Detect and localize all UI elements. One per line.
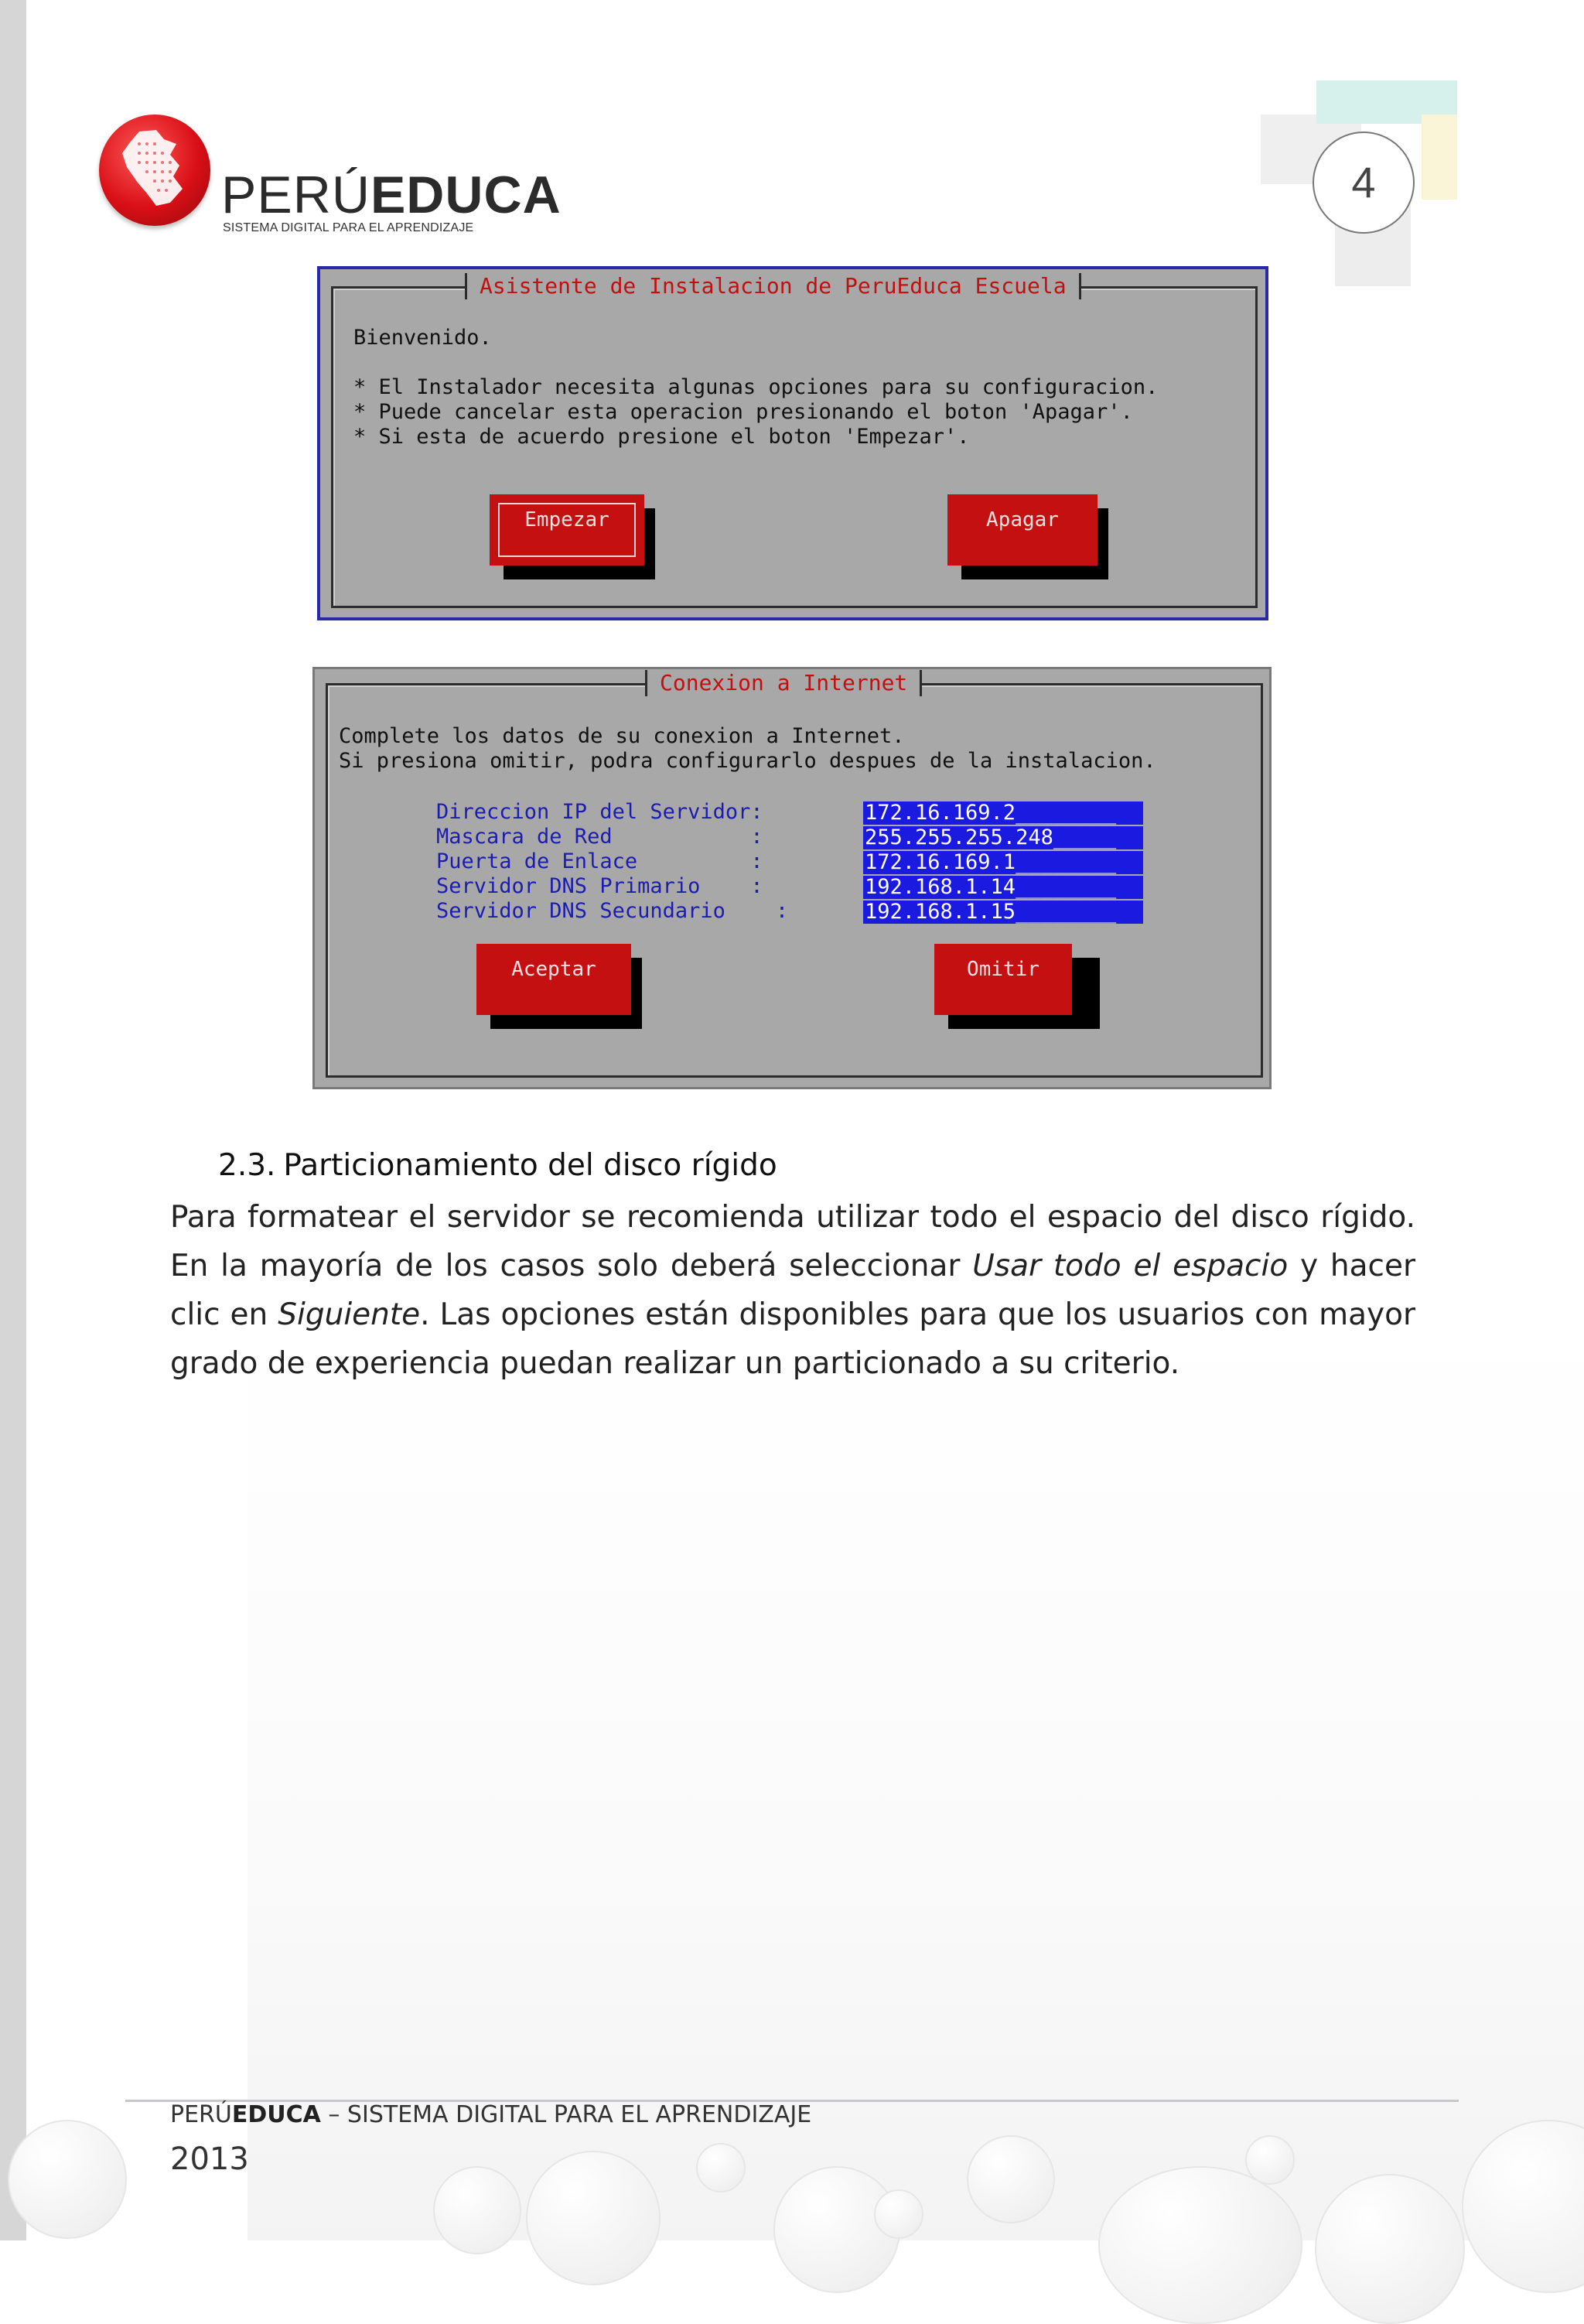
installer-welcome-dialog xyxy=(317,266,1268,620)
field-label-gateway: Puerta de Enlace : xyxy=(436,849,763,873)
dialog-title: Conexion a Internet xyxy=(645,670,922,696)
dialog-line: * El Instalador necesita algunas opciones para su configuracion. xyxy=(353,375,1159,399)
paragraph-emphasis: Siguiente xyxy=(278,1297,421,1332)
decor-square xyxy=(1422,114,1457,200)
logo-wordmark xyxy=(221,166,562,224)
accept-button-label: Aceptar xyxy=(485,952,623,1006)
section-title-text: Particionamiento del disco rígido xyxy=(283,1148,777,1183)
decor-bubble xyxy=(8,2120,127,2239)
paragraph-text: y hacer clic en xyxy=(170,1249,1415,1332)
dialog-line: * Si esta de acuerdo presione el boton 'Empezar'. xyxy=(353,425,970,449)
section-heading xyxy=(218,1148,777,1183)
logo-wordmark-bold: EDUCA xyxy=(370,166,562,224)
dialog-frame xyxy=(331,273,1258,608)
decor-bubble xyxy=(874,2189,923,2239)
decor-bubble xyxy=(696,2143,746,2192)
dialog-title: Asistente de Instalacion de PeruEduca Escuela xyxy=(465,273,1081,299)
shutdown-button-label: Apagar xyxy=(956,503,1089,557)
netmask-input[interactable]: 255.255.255.248_____ xyxy=(863,826,1143,849)
paragraph-text: Para formatear el servidor se recomienda utilizar todo el espacio del disco rígido. En la mayoría de los casos solo deberá seleccionar xyxy=(170,1200,1415,1283)
footer-brand-bold: EDUCA xyxy=(231,2101,321,2128)
logo-wordmark-thin: PERÚ xyxy=(221,166,370,224)
internet-connection-dialog xyxy=(312,667,1272,1089)
shutdown-button[interactable] xyxy=(947,494,1098,566)
field-label-dns-secondary: Servidor DNS Secundario : xyxy=(436,899,789,923)
logo-tagline: SISTEMA DIGITAL PARA EL APRENDIZAJE xyxy=(223,221,474,234)
dialog-line: * Puede cancelar esta operacion presionando el boton 'Apagar'. xyxy=(353,400,1133,424)
dialog-frame xyxy=(326,670,1263,1078)
field-label-netmask: Mascara de Red : xyxy=(436,825,763,849)
decor-bubble xyxy=(1245,2135,1295,2185)
page-number: 4 xyxy=(1313,132,1415,234)
dialog-line: Bienvenido. xyxy=(353,326,492,350)
section-paragraph xyxy=(170,1193,1415,1388)
paragraph-emphasis: Usar todo el espacio xyxy=(972,1249,1289,1283)
decor-bubble xyxy=(433,2166,521,2254)
field-label-dns-primary: Servidor DNS Primario : xyxy=(436,874,763,898)
gateway-input[interactable]: 172.16.169.1________ xyxy=(863,851,1143,874)
logo-globe-icon xyxy=(99,114,210,226)
decor-bubble xyxy=(526,2151,661,2285)
section-number: 2.3. xyxy=(218,1148,276,1183)
footer-tagline: – SISTEMA DIGITAL PARA EL APRENDIZAJE xyxy=(320,2101,812,2128)
peru-map-icon xyxy=(116,128,193,209)
skip-button[interactable] xyxy=(934,944,1072,1015)
dialog-line: Si presiona omitir, podra configurarlo despues de la instalacion. xyxy=(339,749,1156,773)
field-label-server-ip: Direccion IP del Servidor: xyxy=(436,800,763,824)
server-ip-input[interactable]: 172.16.169.2________ xyxy=(863,801,1143,825)
start-button[interactable] xyxy=(490,494,644,566)
start-button-label: Empezar xyxy=(498,503,636,557)
footer-year: 2013 xyxy=(170,2141,249,2177)
dns-primary-input[interactable]: 192.168.1.14________ xyxy=(863,876,1143,899)
dialog-line: Complete los datos de su conexion a Internet. xyxy=(339,724,905,748)
decor-bubble xyxy=(1315,2174,1465,2324)
footer-brand xyxy=(170,2101,811,2128)
accept-button[interactable] xyxy=(476,944,631,1015)
skip-button-label: Omitir xyxy=(943,952,1063,1006)
perueduca-logo xyxy=(99,114,562,246)
decor-bubble xyxy=(1098,2166,1302,2324)
paragraph-text: . Las opciones están disponibles para que los usuarios con mayor grado de experiencia puedan realizar un particionado a su criterio. xyxy=(170,1297,1416,1381)
decor-bubble xyxy=(967,2135,1055,2223)
dns-secondary-input[interactable]: 192.168.1.15________ xyxy=(863,901,1143,924)
footer-brand-thin: PERÚ xyxy=(170,2101,232,2128)
page-edge-bar xyxy=(0,0,26,2240)
